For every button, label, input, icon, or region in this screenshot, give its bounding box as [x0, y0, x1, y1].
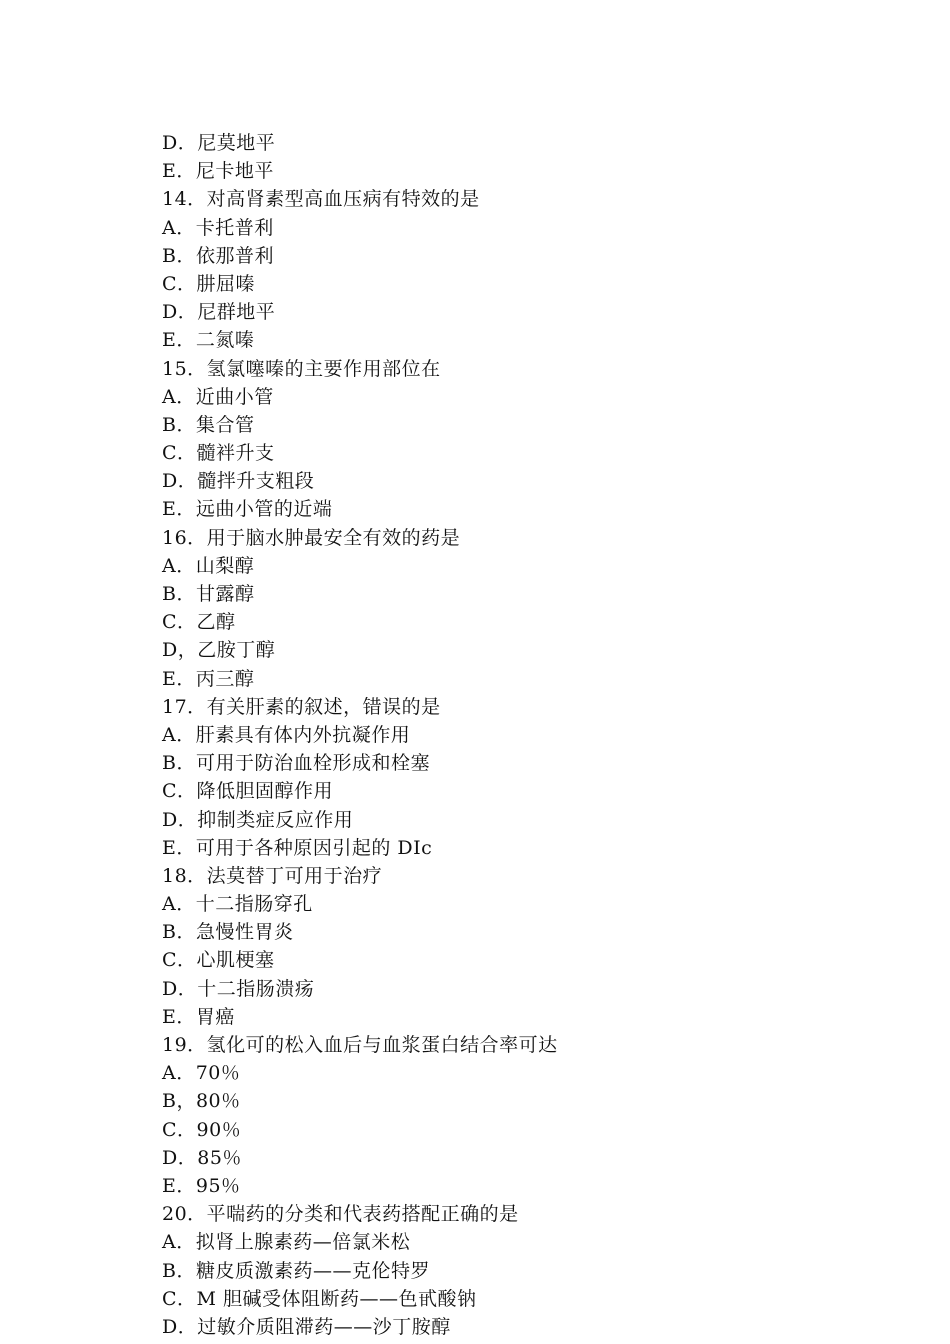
option-line: C．肼屈嗪	[162, 272, 256, 295]
option-line: A．十二指肠穿孔	[162, 893, 313, 916]
option-line: D．髓拌升支粗段	[162, 470, 315, 493]
option-line: B．糖皮质激素药——克伦特罗	[162, 1259, 430, 1282]
option-line: A．山梨醇	[162, 554, 255, 577]
option-line: C．降低胆固醇作用	[162, 780, 334, 803]
option-line: E．尼卡地平	[162, 160, 274, 183]
question-stem: 17．有关肝素的叙述，错误的是	[162, 695, 441, 718]
option-line: C．M 胆碱受体阻断药——色甙酸钠	[162, 1287, 477, 1310]
option-line: E．二氮嗪	[162, 329, 255, 352]
option-line: C．髓袢升支	[162, 442, 275, 465]
option-line: D，乙胺丁醇	[162, 639, 276, 662]
option-line: B．集合管	[162, 413, 255, 436]
option-line: C．90％	[162, 1118, 242, 1141]
question-stem: 16．用于脑水肿最安全有效的药是	[162, 526, 461, 549]
option-line: D．尼群地平	[162, 301, 276, 324]
option-line: B．甘露醇	[162, 583, 255, 605]
option-line: E．可用于各种原因引起的 DIc	[162, 836, 433, 859]
option-line: B．急慢性胃炎	[162, 921, 294, 944]
question-stem: 20．平喘药的分类和代表药搭配正确的是	[162, 1203, 519, 1226]
question-stem: 15．氢氯噻嗪的主要作用部位在	[162, 357, 441, 380]
option-line: D．十二指肠溃疡	[162, 977, 315, 1000]
option-line: D．85％	[162, 1146, 242, 1169]
option-line: A．近曲小管	[162, 385, 274, 408]
option-line: E．胃癌	[162, 1005, 235, 1028]
option-line: C．心肌梗塞	[162, 949, 275, 972]
option-line: D．过敏介质阻滞药——沙丁胺醇	[162, 1315, 451, 1338]
option-line: E．丙三醇	[162, 667, 255, 690]
option-line: A．肝素具有体内外抗凝作用	[162, 723, 411, 746]
option-line: E．95％	[162, 1174, 241, 1197]
option-line: A．70％	[162, 1062, 241, 1085]
option-line: C．乙醇	[162, 611, 236, 634]
question-stem: 18．法莫替丁可用于治疗	[162, 864, 383, 887]
option-line: D．抑制类症反应作用	[162, 808, 354, 831]
option-line: B，80％	[162, 1090, 241, 1113]
option-line: D．尼莫地平	[162, 132, 276, 154]
option-line: E．远曲小管的近端	[162, 498, 333, 521]
question-list	[162, 129, 862, 1341]
option-line: B．依那普利	[162, 244, 274, 267]
option-line: B．可用于防治血栓形成和栓塞	[162, 752, 430, 775]
question-stem: 14．对高肾素型高血压病有特效的是	[162, 188, 480, 211]
option-line: A．拟肾上腺素药—倍氯米松	[162, 1231, 411, 1254]
question-stem: 19．氢化可的松入血后与血浆蛋白结合率可达	[162, 1034, 558, 1056]
option-line: A．卡托普利	[162, 216, 274, 239]
